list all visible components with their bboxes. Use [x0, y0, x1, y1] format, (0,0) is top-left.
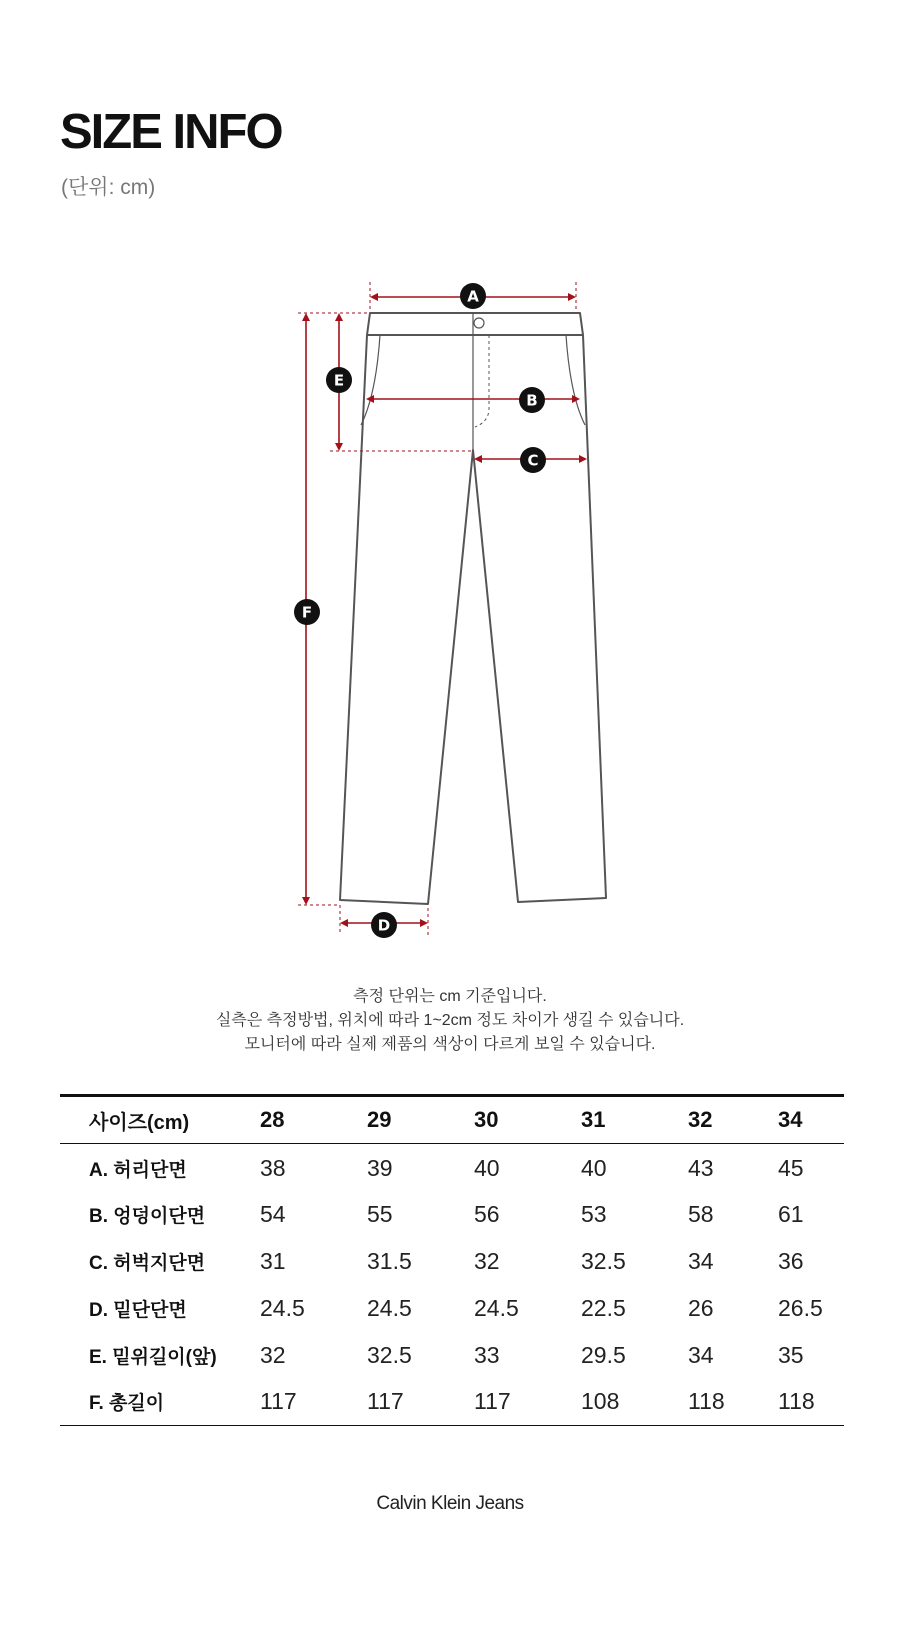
size-table: [60, 1094, 844, 1426]
table-header-size: 28: [260, 1096, 367, 1144]
cell-value: 33: [474, 1341, 500, 1368]
table-header-size: 32: [688, 1096, 778, 1144]
row-label: D. 밑단단면: [89, 1299, 187, 1321]
cell-value: 34: [688, 1341, 714, 1368]
table-header-size: 31: [581, 1096, 688, 1144]
marker-label-b: B: [526, 391, 538, 410]
marker-label-c: C: [527, 451, 539, 470]
cell-value: 38: [260, 1154, 286, 1181]
cell-value: 54: [260, 1200, 286, 1227]
row-label: F. 총길이: [89, 1393, 165, 1415]
row-label: B. 엉덩이단면: [89, 1205, 206, 1227]
marker-label-d: D: [377, 916, 391, 935]
table-row: [60, 1379, 844, 1426]
cell-value: 34: [688, 1247, 714, 1274]
table-header-size: 29: [367, 1096, 474, 1144]
cell-value: 32: [474, 1247, 500, 1274]
cell-value: 43: [688, 1154, 714, 1181]
cell-value: 24.5: [367, 1294, 412, 1321]
cell-value: 117: [367, 1388, 404, 1415]
row-label: C. 허벅지단면: [89, 1252, 206, 1274]
cell-value: 118: [688, 1388, 725, 1415]
row-label: E. 밑위길이(앞): [89, 1346, 217, 1368]
unit-caption: (단위: cm): [61, 176, 156, 199]
table-header-size: 34: [778, 1096, 844, 1144]
table-header-size: 30: [474, 1096, 581, 1144]
cell-value: 56: [474, 1200, 500, 1227]
cell-value: 26.5: [778, 1294, 823, 1321]
cell-value: 29.5: [581, 1341, 626, 1368]
cell-value: 24.5: [474, 1294, 519, 1321]
cell-value: 31: [260, 1247, 286, 1274]
cell-value: 117: [474, 1388, 511, 1415]
cell-value: 36: [778, 1247, 804, 1274]
cell-value: 55: [367, 1200, 393, 1227]
cell-value: 117: [260, 1388, 297, 1415]
marker-badge-d: [371, 912, 397, 938]
cell-value: 35: [778, 1341, 804, 1368]
marker-badge-f: [294, 599, 320, 625]
row-label: A. 허리단면: [89, 1159, 187, 1181]
cell-value: 32.5: [581, 1247, 626, 1274]
measure-lines: [306, 297, 585, 923]
cell-value: 32.5: [367, 1341, 412, 1368]
table-row: [60, 1144, 844, 1191]
page-title: SIZE INFO: [60, 105, 282, 159]
brand-logo-text: Calvin Klein Jeans: [376, 1493, 524, 1514]
cell-value: 53: [581, 1200, 607, 1227]
cell-value: 26: [688, 1294, 714, 1321]
marker-label-e: E: [333, 371, 345, 390]
cell-value: 118: [778, 1388, 815, 1415]
cell-value: 40: [474, 1154, 500, 1181]
table-header-label: 사이즈(cm): [60, 1096, 260, 1144]
cell-value: 108: [581, 1388, 620, 1415]
marker-label-f: F: [301, 603, 313, 622]
note-line: 모니터에 따라 실제 제품의 색상이 다르게 보일 수 있습니다.: [244, 1036, 656, 1053]
cell-value: 32: [260, 1341, 286, 1368]
cell-value: 40: [581, 1154, 607, 1181]
table-row: [60, 1238, 844, 1285]
table-row: [60, 1191, 844, 1238]
marker-badge-e: [326, 367, 352, 393]
note-line: 실측은 측정방법, 위치에 따라 1~2cm 정도 차이가 생길 수 있습니다.: [215, 1012, 685, 1029]
cell-value: 61: [778, 1200, 804, 1227]
cell-value: 58: [688, 1200, 714, 1227]
table-row: [60, 1332, 844, 1379]
table-row: [60, 1285, 844, 1332]
cell-value: 31.5: [367, 1247, 412, 1274]
marker-badge-a: [460, 283, 486, 309]
cell-value: 24.5: [260, 1294, 305, 1321]
cell-value: 22.5: [581, 1294, 626, 1321]
marker-badge-b: [519, 387, 545, 413]
note-line: 측정 단위는 cm 기준입니다.: [353, 988, 547, 1005]
marker-badge-c: [520, 447, 546, 473]
cell-value: 39: [367, 1154, 393, 1181]
measurement-notes: [0, 985, 900, 1057]
table-header-row: [60, 1096, 844, 1144]
pants-outline: [340, 313, 606, 904]
marker-label-a: A: [467, 287, 479, 306]
cell-value: 45: [778, 1154, 804, 1181]
